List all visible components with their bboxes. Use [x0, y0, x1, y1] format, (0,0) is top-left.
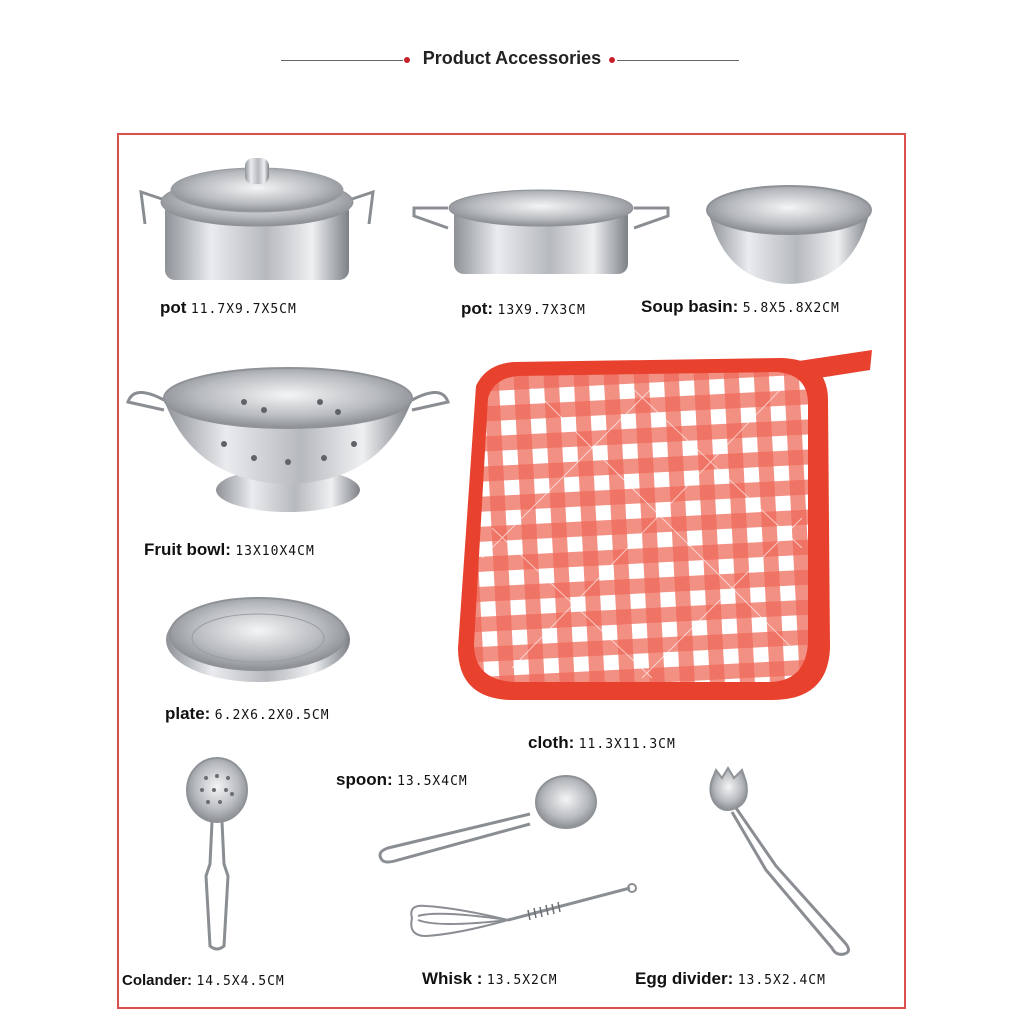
pot-label [160, 298, 297, 318]
item-name: pot: [461, 299, 494, 318]
item-name: Egg divider: [635, 969, 734, 988]
soup-basin-image [704, 182, 874, 288]
fruit-bowl-label [144, 540, 315, 560]
egg-divider-label [635, 969, 826, 989]
item-dimensions: 5.8X5.8X2CM [742, 301, 840, 316]
pot-with-lid-image [137, 152, 377, 287]
oven-mitt-cloth-image [452, 348, 874, 704]
header-line-right [617, 60, 739, 61]
section-header [0, 44, 1024, 76]
item-dimensions: 11.3X11.3CM [578, 737, 676, 752]
fruit-bowl-image [124, 362, 452, 520]
plate-label [165, 704, 330, 724]
whisk-image [398, 880, 642, 952]
spoon-label [336, 770, 468, 790]
item-dimensions: 6.2X6.2X0.5CM [214, 708, 330, 723]
plate-image [164, 594, 352, 684]
soup-basin-label [641, 297, 840, 317]
item-dimensions: 13X9.7X3CM [497, 303, 586, 318]
item-dimensions: 13.5X4CM [397, 774, 468, 789]
item-name: spoon: [336, 770, 393, 789]
page-title: Product Accessories [422, 48, 602, 68]
item-name: plate: [165, 704, 211, 723]
header-dot-right [609, 57, 615, 63]
colander-label [122, 972, 285, 990]
item-name: Soup basin: [641, 297, 739, 316]
item-name: Colander: [122, 972, 193, 989]
item-name: Whisk : [422, 969, 483, 988]
cloth-label [528, 733, 676, 753]
whisk-label [422, 969, 558, 989]
item-name: cloth: [528, 733, 575, 752]
egg-divider-image [706, 766, 858, 956]
item-dimensions: 11.7X9.7X5CM [190, 302, 297, 317]
item-dimensions: 14.5X4.5CM [196, 974, 285, 989]
item-name: pot [160, 298, 187, 317]
shallow-pot-label [461, 299, 586, 319]
item-dimensions: 13X10X4CM [235, 544, 315, 559]
item-dimensions: 13.5X2.4CM [737, 973, 826, 988]
item-name: Fruit bowl: [144, 540, 231, 559]
slotted-spoon-image [184, 756, 250, 958]
item-dimensions: 13.5X2CM [486, 973, 558, 988]
shallow-pot-image [408, 186, 674, 278]
